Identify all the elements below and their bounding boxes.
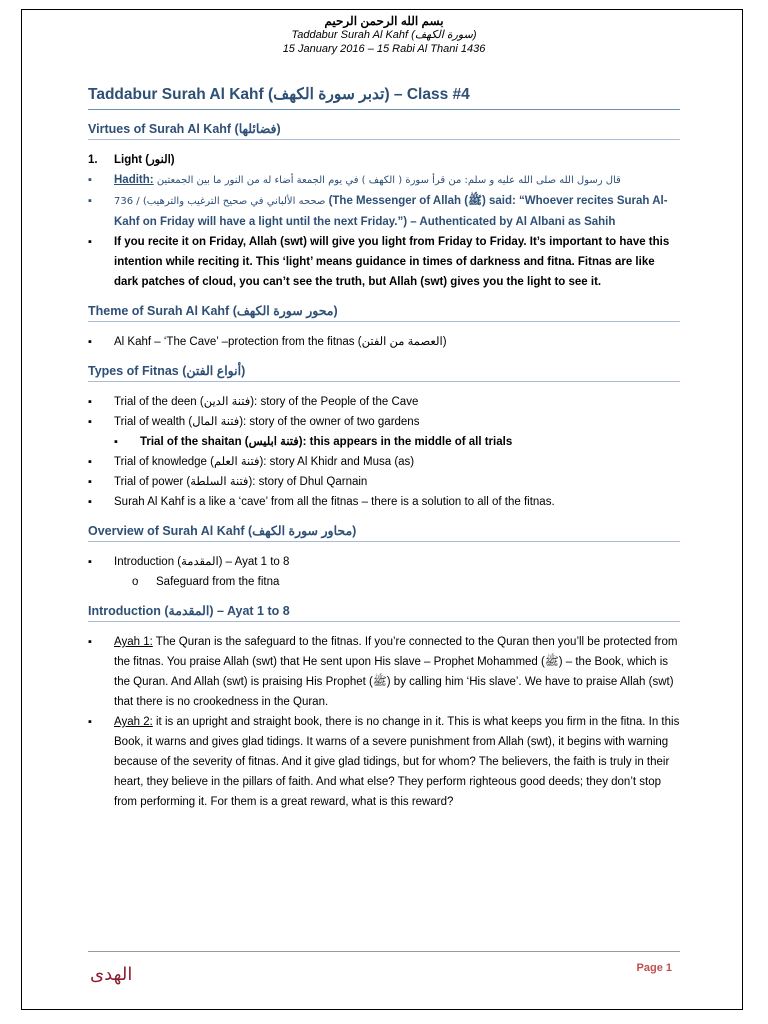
page-number: Page 1 <box>636 962 672 974</box>
intro-section <box>88 632 680 812</box>
explanation-item: ▪ If you recite it on Friday, Allah (swt) will give you light from Friday to Friday. It’s important to have this intention while reciting it. This ‘light’ means guidance in times of darkness and fitna. Fitnas are like dark patches of cloud, you can’t see the truth, but Allah (swt) gives you the light to see it. <box>88 232 680 292</box>
ayah-1-label: Ayah 1: <box>114 636 153 648</box>
ayah-1-item <box>88 632 680 712</box>
document-header <box>88 14 680 56</box>
list-item: ▪ Trial of the deen (فتنة الدين): story of the People of the Cave <box>88 392 680 412</box>
list-item: ▪ Trial of knowledge (فتنة العلم): story Al Khidr and Musa (as) <box>88 452 680 472</box>
overview-item: ▪ Introduction (المقدمة) – Ayat 1 to 8 <box>88 552 680 572</box>
ayah-1-text: The Quran is the safeguard to the fitnas. If you’re connected to the Quran then you’ll be protected from the fitnas. You praise Allah (swt) that He sent upon His slave – Prophet Mohammed (ﷺ) – the Book, which is the Quran. And Allah (swt) is praising His Prophet (ﷺ) by calling him ‘His slave’. We have to praise Allah (swt) that there is no crookedness in the Quran. <box>114 636 678 708</box>
document-title: Taddabur Surah Al Kahf (تدبر سورة الكهف) – Class #4 <box>88 85 680 110</box>
hadith-label: Hadith: <box>114 174 154 186</box>
list-item-shaitan: ▪ Trial of the shaitan (فتنة ابليس): this appears in the middle of all trials <box>88 432 680 452</box>
header-subtitle: Taddabur Surah Al Kahf (سورة الكهف) <box>291 29 477 41</box>
theme-heading: Theme of Surah Al Kahf (محور سورة الكهف) <box>88 303 680 322</box>
bismillah: بسم الله الرحمن الرحيم <box>324 14 444 28</box>
list-item: ▪ Surah Al Kahf is a like a ‘cave’ from all the fitnas – there is a solution to all of the fitnas. <box>88 492 680 512</box>
page-footer <box>88 951 680 992</box>
theme-item: ▪ Al Kahf – ‘The Cave’ –protection from the fitnas (العصمة من الفتن) <box>88 332 680 352</box>
list-item: ▪ Trial of power (فتنة السلطة): story of Dhul Qarnain <box>88 472 680 492</box>
ayah-2-item <box>88 712 680 812</box>
item-title: Light (النور) <box>114 154 175 166</box>
list-item-light <box>88 150 680 170</box>
document-page <box>88 14 680 812</box>
hadith-arabic: قال رسول الله صلى الله عليه و سلم: من قرأ سورة ( الكهف ) في يوم الجمعة أضاء له من النور ما بين الجمعتين <box>156 175 621 186</box>
overview-section <box>88 552 680 592</box>
header-date: 15 January 2016 – 15 Rabi Al Thani 1436 <box>282 43 486 55</box>
hadith-item <box>88 170 680 191</box>
overview-subitem: o Safeguard from the fitna <box>88 572 680 592</box>
list-item: ▪ Trial of wealth (فتنة المال): story of the owner of two gardens <box>88 412 680 432</box>
types-section <box>88 392 680 512</box>
overview-heading: Overview of Surah Al Kahf (محاور سورة الكهف) <box>88 523 680 542</box>
hadith-reference: 736 / (صححه الألباني في صحيح الترغيب والترهيب <box>114 196 326 207</box>
types-heading: Types of Fitnas (أنواع الفتن) <box>88 363 680 382</box>
intro-heading: Introduction (المقدمة) – Ayat 1 to 8 <box>88 603 680 622</box>
alhuda-logo-icon <box>88 958 168 988</box>
hadith-translation-item <box>88 191 680 232</box>
virtues-section <box>88 150 680 292</box>
svg-text:الهدى: الهدى <box>90 964 133 985</box>
item-number: 1. <box>88 154 98 166</box>
ayah-2-text: it is an upright and straight book, there is no change in it. This is what keeps you firm in the fitna. In this Book, it warns and gives glad tidings. It warns of a severe punishment from Allah (swt), it begins with warning because of the severity of fitnas. And it give glad tidings, but for whom? The believers, the faith is truly in their heart, they believe in the pillars of faith. And what else? They perform righteous good deeds; they don’t stop from performing it. For them is a great reward, what is this reward? <box>114 716 680 808</box>
hadith-translation: (The Messenger of Allah (ﷺ) said: “Whoever recites Surah Al-Kahf on Friday will have a light until the next Friday.”) – Authenticated by Al Albani as Sahih <box>114 195 668 228</box>
theme-section <box>88 332 680 352</box>
ayah-2-label: Ayah 2: <box>114 716 153 728</box>
virtues-heading: Virtues of Surah Al Kahf (فضائلها) <box>88 121 680 140</box>
